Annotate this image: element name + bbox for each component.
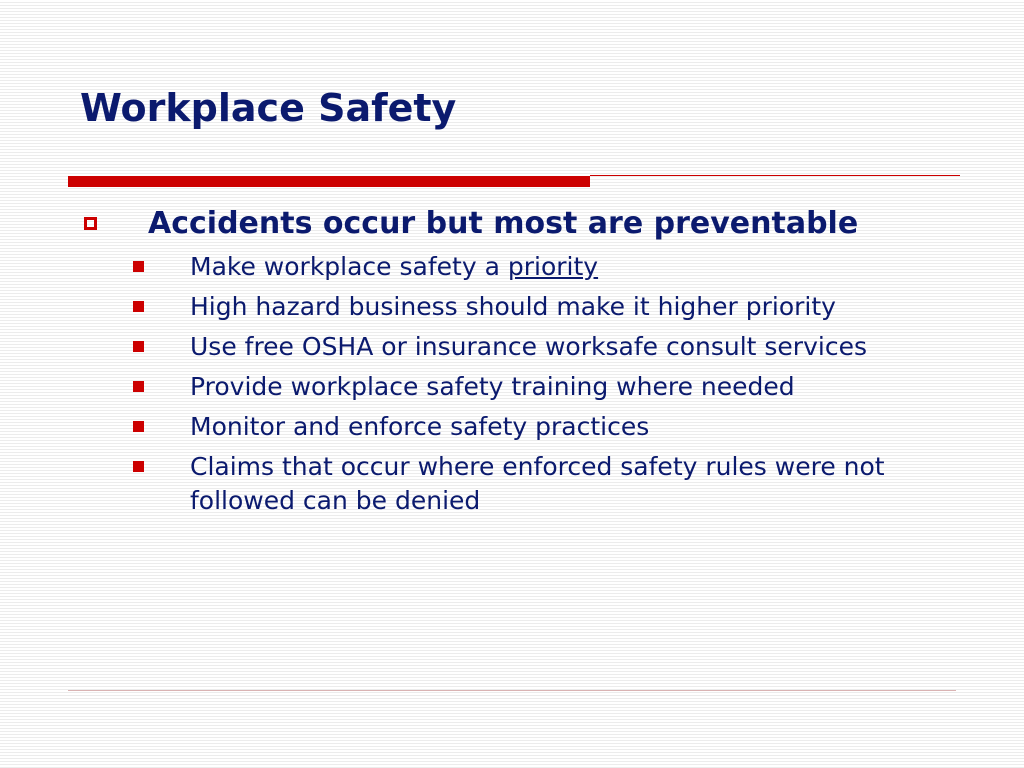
filled-square-bullet-icon — [133, 381, 144, 392]
list-item-text: Use free OSHA or insurance worksafe consult services — [190, 332, 867, 361]
list-item — [130, 410, 990, 444]
main-bullet-text: Accidents occur but most are preventable — [148, 206, 859, 241]
hollow-square-bullet-icon — [84, 217, 97, 230]
filled-square-bullet-icon — [133, 341, 144, 352]
list-item-text: Provide workplace safety training where needed — [190, 372, 795, 401]
sub-bullet-list — [130, 250, 990, 524]
list-item-text — [190, 250, 970, 284]
title-underline-thin — [590, 175, 960, 176]
filled-square-bullet-icon — [133, 261, 144, 272]
title-underline-thick — [68, 176, 590, 187]
list-item — [130, 250, 990, 284]
list-item — [130, 450, 990, 518]
list-item-text: Claims that occur where enforced safety rules were not followed can be denied — [190, 452, 885, 515]
list-item — [130, 330, 990, 364]
slide-title: Workplace Safety — [80, 86, 457, 130]
filled-square-bullet-icon — [133, 461, 144, 472]
main-bullet — [80, 204, 980, 244]
list-item-prefix: Make workplace safety a — [190, 252, 508, 281]
filled-square-bullet-icon — [133, 421, 144, 432]
list-item — [130, 370, 990, 404]
filled-square-bullet-icon — [133, 301, 144, 312]
list-item-text: Monitor and enforce safety practices — [190, 412, 650, 441]
priority-link[interactable]: priority — [507, 252, 599, 281]
list-item-text: High hazard business should make it higher priority — [190, 292, 836, 321]
footer-divider — [68, 690, 956, 691]
list-item — [130, 290, 990, 324]
